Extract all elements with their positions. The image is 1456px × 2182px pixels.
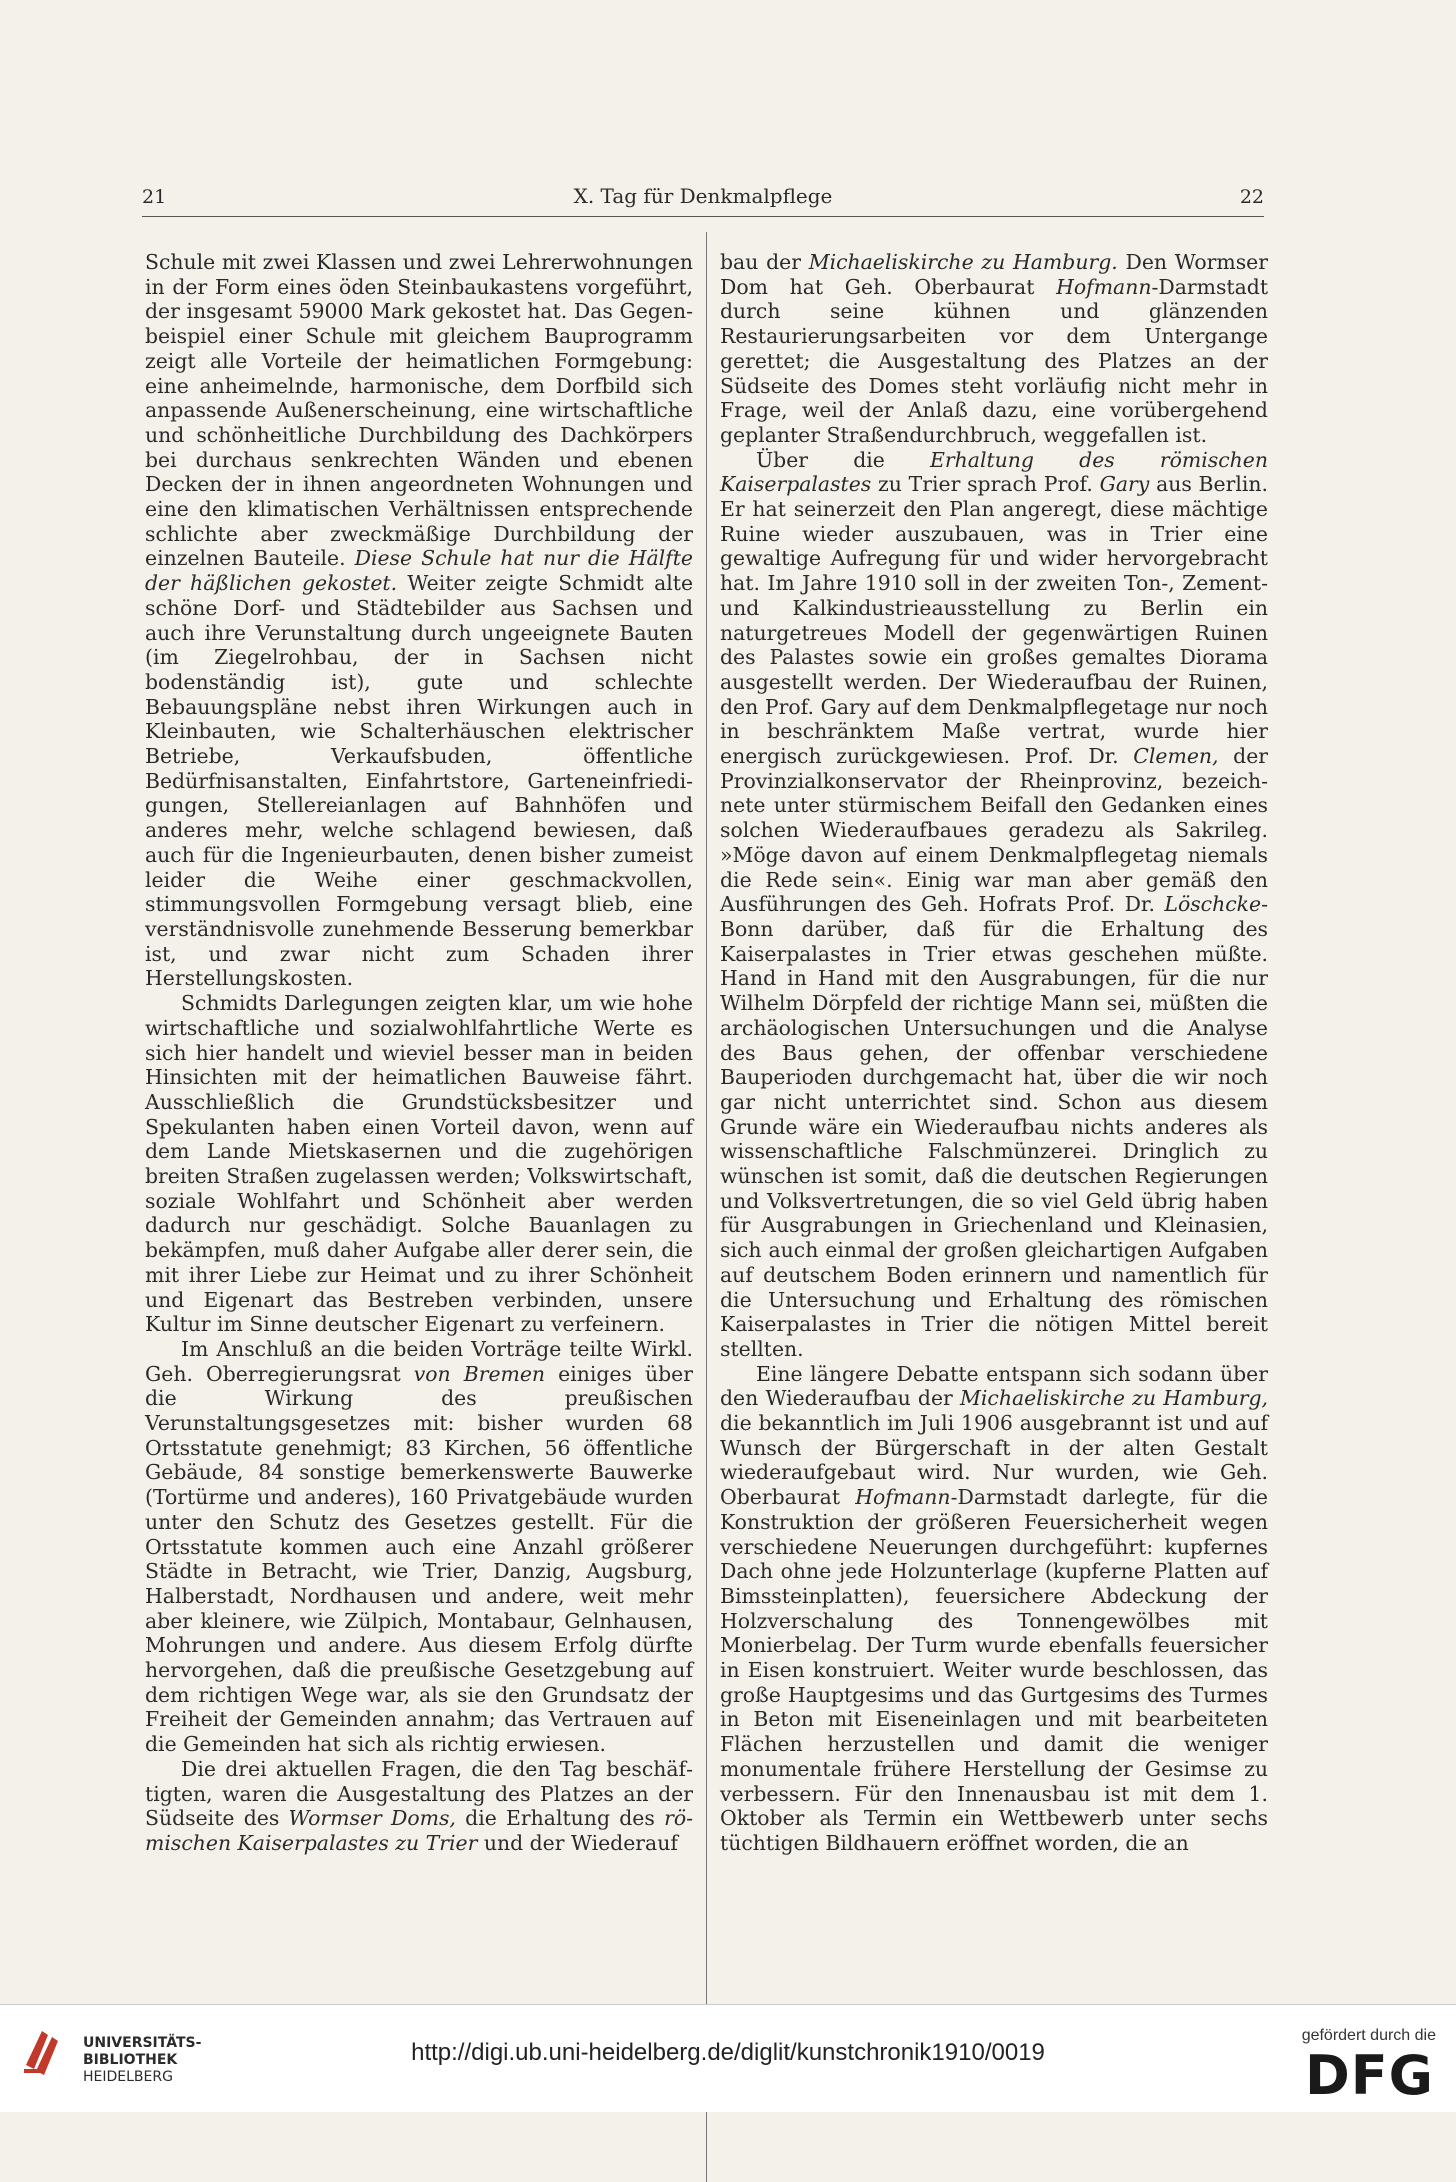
page-number-right: 22 (1239, 186, 1264, 208)
running-title: X. Tag für Denkmalpflege (573, 184, 833, 208)
header-rule (142, 216, 1264, 217)
right-column (720, 250, 1268, 1856)
funding-label: gefördert durch die (1301, 2027, 1436, 2044)
column-divider (706, 232, 707, 2182)
left-column (145, 250, 693, 1856)
dfg-logo[interactable]: DFG (1304, 2044, 1434, 2107)
paragraph: Schmidts Darlegungen zeigten klar, um wie hohe wirtschaftliche und sozialwohlfahrtliche Werte es sich hier handelt und wieviel besser man in beiden Hinsichten mit der heimatlichen Bauweise fährt. Ausschließlich die Grundstücksbesitzer und Spekulanten haben einen Vorteil davon, wenn auf dem Lande Mietskasernen und die zugehörigen breiten Straßen zugelassen werden; Volkswirtschaft, soziale Wohlfahrt und Schönheit aber werden dadurch nur geschädigt. Solche Bauanlagen zu bekämpfen, muß daher Aufgabe aller derer sein, die mit ihrer Liebe zur Heimat und zu ihrer Schönheit und Eigenart das Bestreben verbinden, unsere Kultur im Sinne deutscher Eigenart zu verfeinern. (145, 991, 693, 1337)
paragraph: Schule mit zwei Klassen und zwei Lehrerwohnungen in der Form eines öden Steinbaukastens vorgeführt, der insgesamt 59000 Mark gekostet hat. Das Gegenbeispiel einer Schule mit gleichem Bauprogramm zeigt alle Vorteile der heimatlichen Formgebung: eine anheimelnde, harmonische, dem Dorfbild sich anpassende Außenerscheinung, eine wirtschaftliche und schönheitliche Durchbildung des Dachkörpers bei durchaus senkrechten Wänden und ebenen Decken der in ihnen angeordneten Wohnungen und eine den klimatischen Verhältnissen entsprechende schlichte aber zweckmäßige Durchbildung der einzelnen Bauteile. Diese Schule hat nur die Hälfte der häßlichen gekostet. Weiter zeigte Schmidt alte schöne Dorf- und Städtebilder aus Sachsen und auch ihre Verunstaltung durch ungeeignete Bauten (im Ziegelrohbau, der in Sachsen nicht bodenständig ist), gute und schlechte Bebauungspläne nebst ihren Wirkungen auch in Kleinbauten, wie Schalterhäuschen elektrischer Betriebe, Verkaufsbuden, öffentliche Bedürfnisanstalten, Einfahrtstore, Garteneinfriedigungen, Stellereianlagen auf Bahnhöfen und anderes mehr, welche schlagend bewiesen, daß auch für die Ingenieurbauten, denen bisher zumeist leider die Weihe einer geschmackvollen, stimmungsvollen Formgebung versagt blieb, eine verständnisvolle zunehmende Besserung bemerkbar ist, und zwar nicht zum Schaden ihrer Herstellungskosten. (145, 250, 694, 991)
page-number-left: 21 (142, 186, 167, 208)
paragraph: Die drei aktuellen Fragen, die den Tag beschäftigten, waren die Ausgestaltung des Platzes an der Südseite des Wormser Doms, die Erhaltung des römischen Kaiserpalastes zu Trier und der Wiederauf (145, 1756, 693, 1855)
footer-bar (0, 2004, 1456, 2112)
permalink[interactable]: http://digi.ub.uni-heidelberg.de/diglit/kunstchronik1910/0019 (411, 2039, 1045, 2066)
library-name[interactable]: UNIVERSITÄTS- BIBLIOTHEK HEIDELBERG (83, 2035, 202, 2085)
paragraph: Im Anschluß an die beiden Vorträge teilte Wirkl. Geh. Oberregierungsrat von Bremen einiges über die Wirkung des preußischen Verunstaltungsgesetzes mit: bisher wurden 68 Ortsstatute genehmigt; 83 Kirchen, 56 öffentliche Gebäude, 84 sonstige bemerkenswerte Bauwerke (Tortürme und anderes), 160 Privatgebäude wurden unter den Schutz des Gesetzes gestellt. Für die Ortsstatute kommen auch eine Anzahl größerer Städte in Betracht, wie Trier, Danzig, Augsburg, Halberstadt, Nordhausen und andere, weit mehr aber kleinere, wie Zülpich, Montabaur, Gelnhausen, Mohrungen und andere. Aus diesem Erfolg dürfte hervorgehen, daß die preußische Gesetzgebung auf dem richtigen Wege war, als sie den Grundsatz der Freiheit der Gemeinden annahm; das Vertrauen auf die Gemeinden hat sich als richtig erwiesen. (145, 1336, 694, 1757)
paragraph: bau der Michaeliskirche zu Hamburg. Den Wormser Dom hat Geh. Oberbaurat Hofmann-Darmstadt durch seine kühnen und glänzenden Restaurierungsarbeiten vor dem Untergange gerettet; die Ausgestaltung des Platzes an der Südseite des Domes steht vorläufig nicht mehr in Frage, weil der Anlaß dazu, eine vorübergehend geplanter Straßendurchbruch, weggefallen ist. (720, 250, 1269, 447)
running-header (142, 180, 1264, 216)
paragraph: Eine längere Debatte entspann sich sodann über den Wiederaufbau der Michaeliskirche zu Hamburg, die bekanntlich im Juli 1906 ausgebrannt ist und auf Wunsch der Bürgerschaft in der alten Gestalt wiederaufgebaut wird. Nur wurden, wie Geh. Oberbaurat Hofmann-Darmstadt darlegte, für die Konstruktion der größeren Feuersicherheit wegen verschiedene Neuerungen durchgeführt: kupfernes Dach ohne jede Holzunterlage (kupferne Platten auf Bimssteinplatten), feuersichere Abdeckung der Holzverschalung des Tonnengewölbes mit Monierbelag. Der Turm wurde ebenfalls feuersicher in Eisen konstruiert. Weiter wurde beschlossen, das große Hauptgesims und das Gurtgesims des Turmes in Beton mit Eiseneinlagen und mit bearbeiteten Flächen herzustellen und damit die weniger monumentale frühere Herstellung der Gesimse zu verbessern. Für den Innenausbau ist mit dem 1. Oktober als Termin ein Wettbewerb unter sechs tüchtigen Bildhauern eröffnet worden, die an (720, 1361, 1268, 1855)
paragraph: Über die Erhaltung des römischen Kaiserpalastes zu Trier sprach Prof. Gary aus Berlin. Er hat seinerzeit den Plan angeregt, diese mächtige Ruine wieder auszubauen, was in Trier eine gewaltige Aufregung für und wider hervorgebracht hat. Im Jahre 1910 soll in der zweiten Ton-, Zement- und Kalkindustrieausstellung zu Berlin ein naturgetreues Modell der gegenwärtigen Ruinen des Palastes sowie ein großes gemaltes Diorama ausgestellt werden. Der Wiederaufbau der Ruinen, den Prof. Gary auf dem Denkmalpflegetage nur noch in beschränktem Maße vertrat, wurde hier energisch zurückgewiesen. Prof. Dr. Clemen, der Provinzialkonservator der Rheinprovinz, bezeichnete unter stürmischem Beifall den Gedanken eines solchen Wiederaufbaues geradezu als Sakrileg. »Möge davon auf einem Denkmalpflegetag niemals die Rede sein«. Einig war man aber gemäß den Ausführungen des Geh. Hofrats Prof. Dr. Löschcke-Bonn darüber, daß für die Erhaltung des Kaiserpalastes in Trier etwas geschehen müßte. Hand in Hand mit den Ausgrabungen, für die nur Wilhelm Dörpfeld der richtige Mann sei, müßten die archäologischen Untersuchungen und die Analyse des Baus gehen, der offenbar verschiedene Bauperioden durchgemacht hat, über die wir noch gar nicht unterrichtet sind. Schon aus diesem Grunde wäre ein Wiederaufbau nichts anderes als wissenschaftliche Falschmünzerei. Dringlich zu wünschen ist somit, daß die deutschen Regierungen und Volksvertretungen, die so viel Geld übrig haben für Ausgrabungen in Griechenland und Kleinasien, sich auch einmal der großen gleichartigen Aufgaben auf deutschem Boden erinnern und namentlich für die Untersuchung und Erhaltung des römischen Kaiserpalastes in Trier die nötigen Mittel bereit stellten. (720, 447, 1269, 1361)
